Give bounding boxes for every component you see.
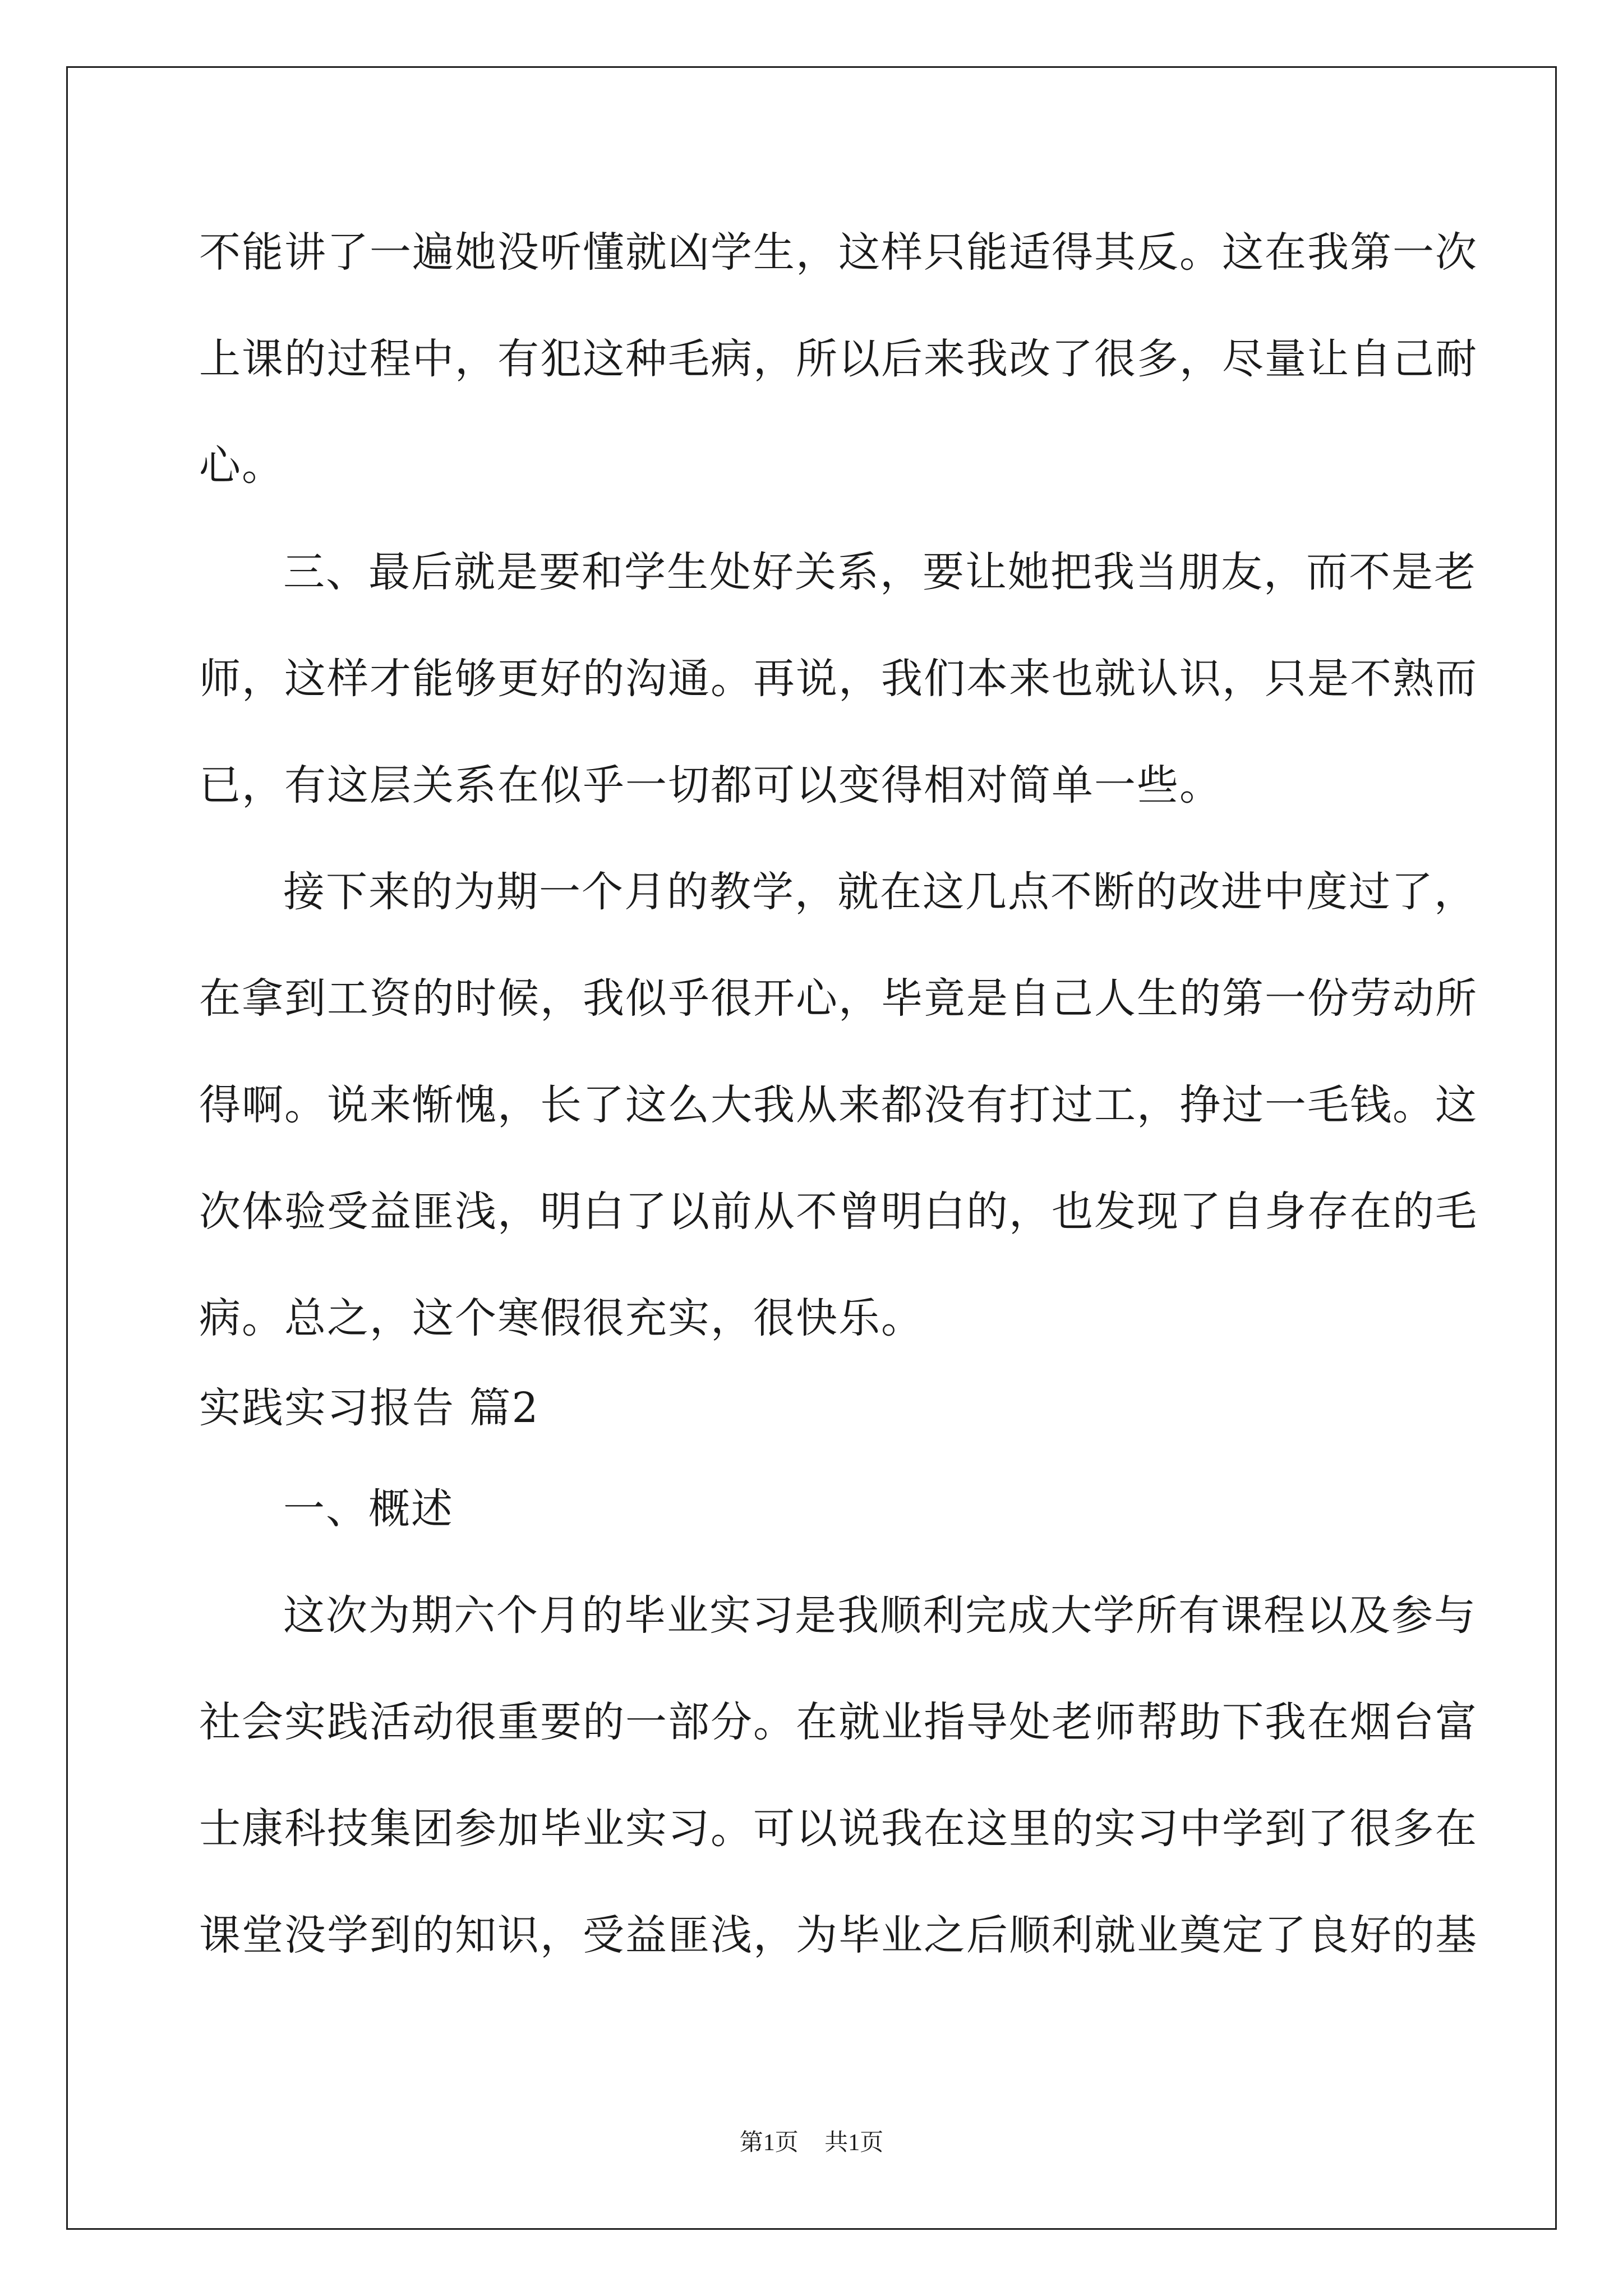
- text-line: 已，有这层关系在似乎一切都可以变得相对简单一些。: [199, 761, 1222, 809]
- subheading: 一、概述: [283, 1485, 454, 1533]
- page-number: 第1页: [739, 2130, 799, 2156]
- text-line: 上课的过程中，有犯这种毛病，所以后来我改了很多，尽量让自己耐: [199, 335, 1478, 383]
- text-line: 这次为期六个月的毕业实习是我顺利完成大学所有课程以及参与: [283, 1591, 1477, 1640]
- page-border: [66, 66, 1557, 2230]
- text-line: 病。总之，这个寒假很充实，很快乐。: [199, 1294, 924, 1342]
- text-line: 在拿到工资的时候，我似乎很开心，毕竟是自己人生的第一份劳动所: [199, 974, 1478, 1023]
- section-heading: 实践实习报告 篇2: [199, 1384, 540, 1432]
- page-total: 共1页: [824, 2130, 884, 2156]
- text-line: 次体验受益匪浅，明白了以前从不曾明白的，也发现了自身存在的毛: [199, 1188, 1478, 1236]
- text-line: 课堂没学到的知识，受益匪浅，为毕业之后顺利就业奠定了良好的基: [199, 1911, 1478, 1959]
- text-line: 不能讲了一遍她没听懂就凶学生，这样只能适得其反。这在我第一次: [199, 228, 1478, 277]
- text-line: 心。: [199, 441, 284, 490]
- text-line: 得啊。说来惭愧，长了这么大我从来都没有打过工，挣过一毛钱。这: [199, 1081, 1478, 1129]
- text-line: 三、最后就是要和学生处好关系，要让她把我当朋友，而不是老: [283, 548, 1477, 596]
- text-line: 士康科技集团参加毕业实习。可以说我在这里的实习中学到了很多在: [199, 1805, 1478, 1853]
- text-line: 师，这样才能够更好的沟通。再说，我们本来也就认识，只是不熟而: [199, 655, 1478, 703]
- page-footer: [0, 2126, 1623, 2160]
- text-line: 接下来的为期一个月的教学，就在这几点不断的改进中度过了，: [283, 868, 1477, 916]
- text-line: 社会实践活动很重要的一部分。在就业指导处老师帮助下我在烟台富: [199, 1698, 1478, 1746]
